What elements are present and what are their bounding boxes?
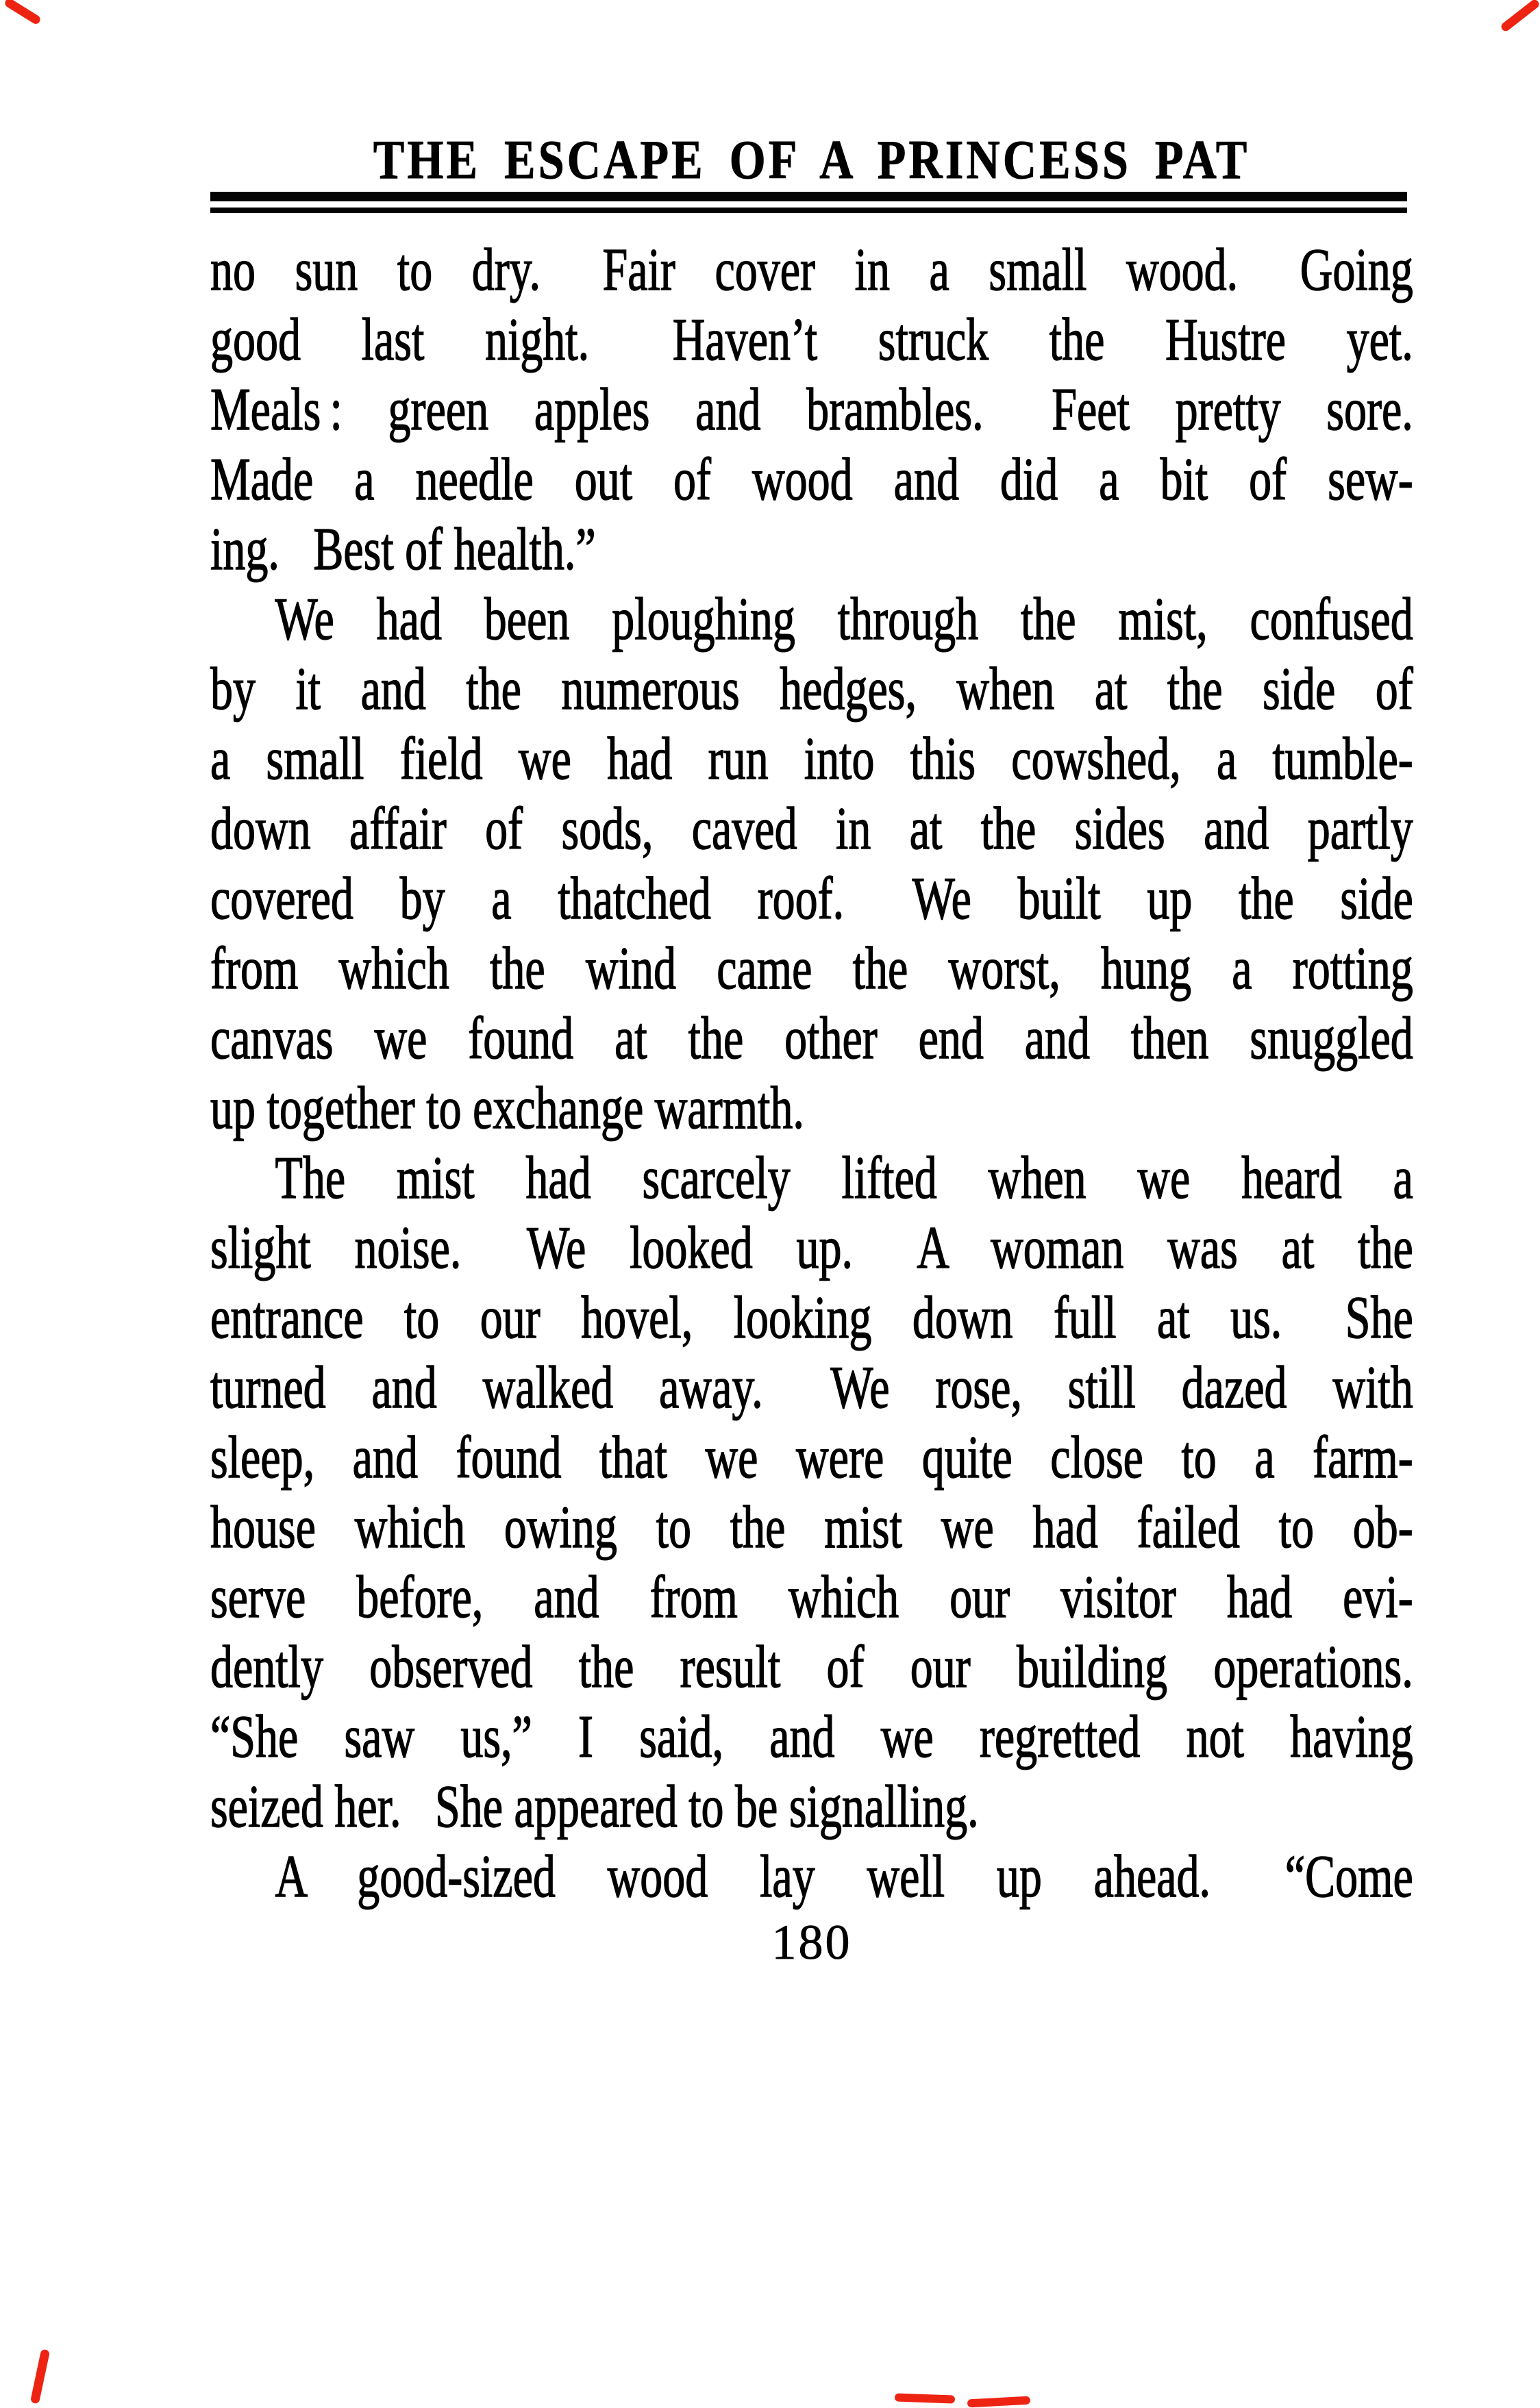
text-line: serve before, and from which our visitor had evi- xyxy=(210,1564,1413,1631)
text-line: by it and the numerous hedges, when at the side of xyxy=(210,656,1413,723)
scan-mark-bottom-mid-1 xyxy=(895,2393,955,2403)
text-line: house which owing to the mist we had failed to ob- xyxy=(210,1494,1413,1561)
text-line: canvas we found at the other end and then snuggled xyxy=(210,1005,1413,1072)
text-line: We had been ploughing through the mist, confused xyxy=(275,586,1413,653)
text-line: slight noise. We looked up. A woman was at the xyxy=(210,1215,1413,1281)
text-line: ing. Best of health.” xyxy=(210,516,596,583)
text-line: A good-sized wood lay well up ahead. “Come xyxy=(275,1844,1413,1910)
text-line: from which the wind came the worst, hung a rotting xyxy=(210,936,1413,1002)
text-line: entrance to our hovel, looking down full at us. She xyxy=(210,1285,1413,1351)
scan-mark-top-left xyxy=(3,0,42,25)
text-line: down affair of sods, caved in at the sides and partly xyxy=(210,796,1413,862)
text-line: dently observed the result of our building operations. xyxy=(210,1634,1413,1701)
text-line: seized her. She appeared to be signalling. xyxy=(210,1774,979,1840)
scan-mark-bottom-left xyxy=(30,2349,50,2405)
text-line: “She saw us,” I said, and we regretted not having xyxy=(210,1704,1413,1770)
header-rule-thin xyxy=(210,208,1407,213)
text-line: turned and walked away. We rose, still dazed with xyxy=(210,1355,1413,1421)
text-line: good last night. Haven’t struck the Hustre yet. xyxy=(210,307,1413,373)
text-line: no sun to dry. Fair cover in a small wood. Going xyxy=(210,237,1413,303)
header-rule-thick xyxy=(210,192,1407,201)
body-text xyxy=(210,236,1413,1912)
text-line: up together to exchange warmth. xyxy=(210,1075,804,1142)
scan-mark-bottom-mid-2 xyxy=(967,2396,1031,2408)
scan-mark-top-right xyxy=(1500,0,1540,33)
page-number: 180 xyxy=(771,1915,852,1970)
text-line: The mist had scarcely lifted when we heard a xyxy=(275,1145,1413,1212)
running-header-title: THE ESCAPE OF A PRINCESS PAT xyxy=(373,130,1250,190)
text-line: covered by a thatched roof. We built up the side xyxy=(210,866,1413,932)
text-line: sleep, and found that we were quite close to a farm- xyxy=(210,1425,1413,1491)
text-line: Made a needle out of wood and did a bit of sew- xyxy=(210,447,1413,513)
text-line: Meals : green apples and brambles. Feet pretty sore. xyxy=(210,377,1413,443)
running-header xyxy=(210,130,1413,190)
text-line: a small field we had run into this cowshed, a tumble- xyxy=(210,726,1413,792)
